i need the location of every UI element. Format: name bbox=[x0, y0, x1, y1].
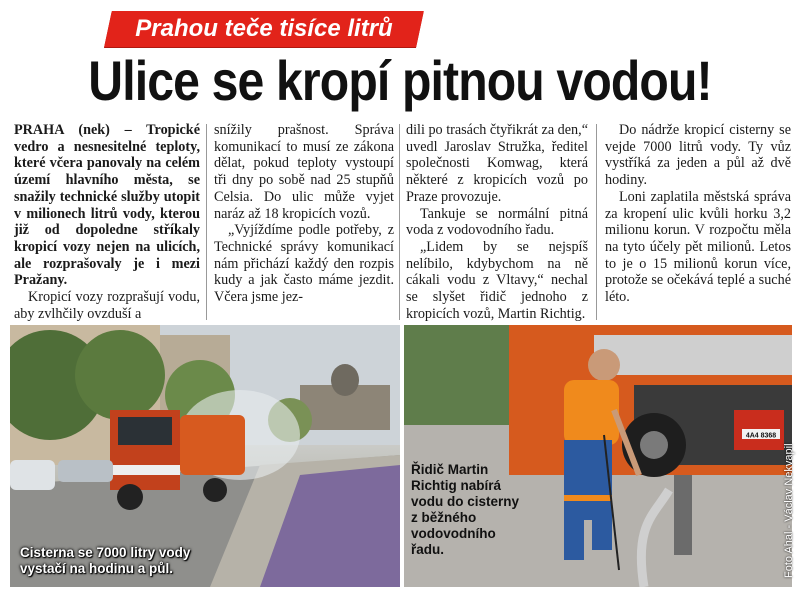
photo-caption-left: Cisterna se 7000 litry vody vystačí na hodinu a půl. bbox=[20, 545, 191, 576]
article-column-2 bbox=[214, 122, 394, 322]
article-paragraph: dili po trasách čtyřikrát za den,“ uvedl Jaroslav Stružka, ředitel společnosti Komwag, která některé z kropicích vozů po Praze provozuje. bbox=[406, 122, 588, 205]
article-paragraph: „Vyjíždíme podle potřeby, z Technické správy komunikací nám přichází každý den rozpis kudy a jak často máme jezdit. Včera jsme jez- bbox=[214, 222, 394, 306]
column-divider bbox=[399, 124, 400, 320]
column-divider bbox=[206, 124, 207, 320]
kicker-title: Prahou teče tisíce litrů bbox=[135, 15, 393, 42]
article-paragraph: Tankuje se normální pitná voda z vodovodního řadu. bbox=[406, 205, 588, 239]
article-column-4 bbox=[605, 122, 791, 322]
article-paragraph: Kropicí vozy rozprašují vodu, aby zvlhčily ovzduší a bbox=[14, 289, 200, 322]
lead-paragraph: PRAHA (nek) – Tropické vedro a nesnesitelné teploty, které včera panovaly na celém území hlavního města, se snažily technické služby utopit v milionech litrů vody, kterou již od dopoledne stříkaly kropicí vozy nejen na ulicích, ale rozprašovaly je i mezi Pražany. bbox=[14, 122, 200, 289]
headline: Ulice se kropí pitnou vodou! bbox=[88, 49, 712, 112]
article-paragraph: „Lidem by se nejspíš nelíbilo, kdybychom na ně cákali vodu z Vltavy,“ nechal se slyšet řidič jednoho z kropicích vozů, Martin Richtig. bbox=[406, 238, 588, 322]
photo-caption-right: Řidič Martin Richtig nabírá vodu do cisterny z běžného vodovodního řadu. bbox=[411, 462, 520, 557]
article-column-3 bbox=[406, 122, 588, 322]
article-paragraph: Do nádrže kropicí cisterny se vejde 7000 litrů vody. Ty vůz vystříká za jeden a půl až dvě hodiny. bbox=[605, 122, 791, 189]
article-paragraph: snížily prašnost. Správa komunikací to musí ze zákona dělat, pokud teploty vystoupí tři dny po sobě nad 25 stupňů Celsia. Do ulic může vyjet naráz až 18 kropicích vozů. bbox=[214, 122, 394, 222]
article-paragraph: Loni zaplatila městská správa za kropení ulic kvůli horku 3,2 milionu korun. V rozpočtu měla na tyto účely pět milionů. Letos to je o 15 milionů korun více, protože se očekává teplé a suché léto. bbox=[605, 188, 791, 306]
article-column-1 bbox=[14, 122, 200, 322]
photo-credit: Foto Ahal - Václav Nekvapil bbox=[783, 443, 795, 578]
column-divider bbox=[596, 124, 597, 320]
license-plate: 4A4 8368 bbox=[745, 432, 777, 440]
